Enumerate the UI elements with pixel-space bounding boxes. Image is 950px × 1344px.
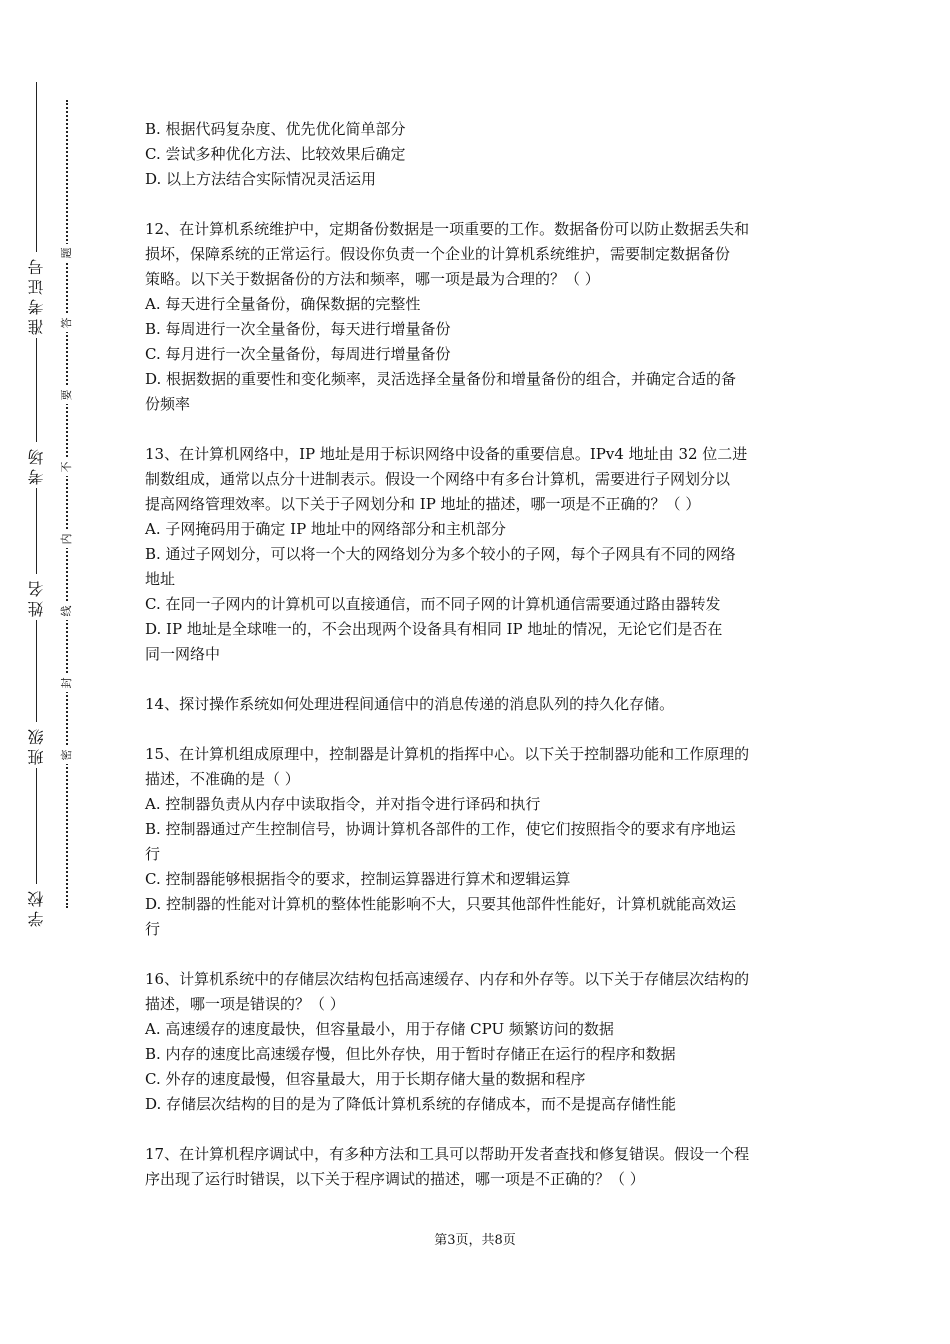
- exam-number-label: 准考证号: [22, 252, 52, 338]
- option-line: C. 每月进行一次全量备份，每周进行增量备份: [145, 345, 451, 363]
- seal-char: 线: [58, 602, 76, 620]
- question-line: 13、在计算机网络中，IP 地址是用于标识网络中设备的重要信息。IPv4 地址由 32 位二进: [145, 445, 748, 463]
- option-line: D. 以上方法结合实际情况灵活运用: [145, 170, 377, 188]
- class-label: 班级: [22, 722, 52, 768]
- option-line: A. 控制器负责从内存中读取指令，并对指令进行译码和执行: [145, 795, 541, 813]
- seal-char: 封: [58, 674, 76, 692]
- option-line: D. 存储层次结构的目的是为了降低计算机系统的存储成本，而不是提高存储性能: [145, 1095, 677, 1113]
- seal-char: 内: [58, 530, 76, 548]
- question-line: 15、在计算机组成原理中，控制器是计算机的指挥中心。以下关于控制器功能和工作原理的: [145, 745, 750, 763]
- option-line: B. 控制器通过产生控制信号，协调计算机各部件的工作，使它们按照指令的要求有序地运: [145, 820, 736, 838]
- option-line: B. 每周进行一次全量备份，每天进行增量备份: [145, 320, 451, 338]
- question-line: 序出现了运行时错误，以下关于程序调试的描述，哪一项是不正确的？（ ）: [145, 1170, 645, 1188]
- question-line: 损坏，保障系统的正常运行。假设你负责一个企业的计算机系统维护，需要制定数据备份: [145, 245, 731, 263]
- seal-dotted-line: [66, 100, 68, 908]
- option-line: B. 根据代码复杂度、优先优化简单部分: [145, 120, 406, 138]
- option-line: C. 在同一子网内的计算机可以直接通信，而不同子网的计算机通信需要通过路由器转发: [145, 595, 721, 613]
- option-line: D. 根据数据的重要性和变化频率，灵活选择全量备份和增量备份的组合，并确定合适的备: [145, 370, 737, 388]
- seal-char: 不: [58, 458, 76, 476]
- question-line: 提高网络管理效率。以下关于子网划分和 IP 地址的描述，哪一项是不正确的？（ ）: [145, 495, 701, 513]
- page-footer: 第3页，共8页: [434, 1233, 516, 1248]
- exam-content: [145, 117, 810, 1192]
- question-13: [145, 442, 810, 667]
- seal-char: 题: [58, 244, 76, 262]
- option-line: 份频率: [145, 395, 191, 413]
- option-line: B. 通过子网划分，可以将一个大的网络划分为多个较小的子网，每个子网具有不同的网络: [145, 545, 736, 563]
- question-line: 16、计算机系统中的存储层次结构包括高速缓存、内存和外存等。以下关于存储层次结构的: [145, 970, 750, 988]
- option-line: 行: [145, 920, 161, 938]
- question-12: [145, 217, 810, 417]
- question-14: [145, 692, 810, 717]
- question-11-options: [145, 117, 810, 192]
- option-line: C. 外存的速度最慢，但容量最大，用于长期存储大量的数据和程序: [145, 1070, 586, 1088]
- option-line: C. 尝试多种优化方法、比较效果后确定: [145, 145, 406, 163]
- question-16: [145, 967, 810, 1117]
- question-line: 17、在计算机程序调试中，有多种方法和工具可以帮助开发者查找和修复错误。假设一个程: [145, 1145, 750, 1163]
- question-line: 12、在计算机系统维护中，定期备份数据是一项重要的工作。数据备份可以防止数据丢失和: [145, 220, 750, 238]
- option-line: 行: [145, 845, 161, 863]
- seal-char: 答: [58, 314, 76, 332]
- binding-margin: [0, 0, 95, 1344]
- question-line: 14、探讨操作系统如何处理进程间通信中的消息传递的消息队列的持久化存储。: [145, 695, 675, 713]
- question-line: 描述，不准确的是（ ）: [145, 770, 300, 788]
- name-label: 姓名: [22, 574, 52, 620]
- option-line: D. IP 地址是全球唯一的，不会出现两个设备具有相同 IP 地址的情况，无论它们是否在: [145, 620, 723, 638]
- exam-room-label: 考场: [22, 442, 52, 488]
- option-line: A. 高速缓存的速度最快，但容量最小，用于存储 CPU 频繁访问的数据: [145, 1020, 614, 1038]
- option-line: A. 子网掩码用于确定 IP 地址中的网络部分和主机部分: [145, 520, 506, 538]
- option-line: 同一网络中: [145, 645, 221, 663]
- school-label: 学校: [22, 884, 52, 930]
- question-line: 策略。以下关于数据备份的方法和频率，哪一项是最为合理的？（ ）: [145, 270, 600, 288]
- question-17: [145, 1142, 810, 1192]
- question-line: 制数组成，通常以点分十进制表示。假设一个网络中有多台计算机，需要进行子网划分以: [145, 470, 731, 488]
- binding-solid-line: [36, 82, 37, 922]
- option-line: D. 控制器的性能对计算机的整体性能影响不大，只要其他部件性能好，计算机就能高效运: [145, 895, 737, 913]
- option-line: C. 控制器能够根据指令的要求，控制运算器进行算术和逻辑运算: [145, 870, 571, 888]
- seal-char: 要: [58, 386, 76, 404]
- option-line: 地址: [145, 570, 176, 588]
- seal-char: 密: [58, 746, 76, 764]
- question-15: [145, 742, 810, 942]
- question-line: 描述，哪一项是错误的？（ ）: [145, 995, 345, 1013]
- option-line: A. 每天进行全量备份，确保数据的完整性: [145, 295, 421, 313]
- option-line: B. 内存的速度比高速缓存慢，但比外存快，用于暂时存储正在运行的程序和数据: [145, 1045, 676, 1063]
